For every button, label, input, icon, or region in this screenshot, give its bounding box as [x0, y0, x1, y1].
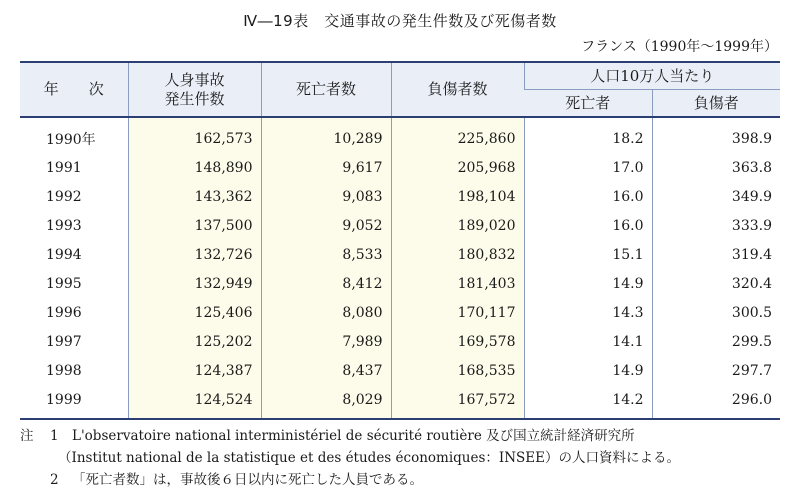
- death-rate-cell: 15.1: [524, 240, 652, 269]
- injured-cell: 205,968: [391, 153, 524, 182]
- accidents-cell: 125,202: [128, 327, 261, 356]
- injury-rate-cell: 299.5: [652, 327, 780, 356]
- death-rate-cell: 14.1: [524, 327, 652, 356]
- accidents-cell: 137,500: [128, 211, 261, 240]
- footnote-1: [20, 425, 790, 447]
- accidents-cell: 162,573: [128, 117, 261, 153]
- deaths-cell: 8,029: [261, 385, 391, 419]
- injury-rate-cell: 297.7: [652, 356, 780, 385]
- injured-cell: 198,104: [391, 182, 524, 211]
- injury-rate-cell: 398.9: [652, 117, 780, 153]
- year-cell: 1993: [20, 211, 128, 240]
- header-year: 年 次: [20, 62, 128, 117]
- deaths-cell: 8,080: [261, 298, 391, 327]
- injured-cell: 225,860: [391, 117, 524, 153]
- injury-rate-cell: 300.5: [652, 298, 780, 327]
- injured-cell: 167,572: [391, 385, 524, 419]
- deaths-cell: 9,083: [261, 182, 391, 211]
- table-row: [20, 385, 780, 419]
- header-per-100k: 人口10万人当たり: [524, 62, 780, 90]
- footnote-text: L'observatoire national interministériel de sécurité routière 及び国立統計経済研究所: [72, 428, 635, 444]
- header-row: [20, 62, 780, 90]
- header-per-100k-injured: 負傷者: [652, 90, 780, 118]
- header-accidents-line2: 発生件数: [164, 89, 225, 108]
- table-title: Ⅳ―19表 交通事故の発生件数及び死傷者数: [243, 12, 557, 30]
- table-row: [20, 327, 780, 356]
- header-accidents-line1: 人身事故: [164, 70, 225, 89]
- injury-rate-cell: 319.4: [652, 240, 780, 269]
- accidents-cell: 132,726: [128, 240, 261, 269]
- death-rate-cell: 14.3: [524, 298, 652, 327]
- year-cell: 1999: [20, 385, 128, 419]
- year-cell: 1994: [20, 240, 128, 269]
- injury-rate-cell: 349.9: [652, 182, 780, 211]
- accidents-cell: 125,406: [128, 298, 261, 327]
- table-row: [20, 153, 780, 182]
- header-injured: 負傷者数: [391, 62, 524, 117]
- death-rate-cell: 16.0: [524, 211, 652, 240]
- death-rate-cell: 14.9: [524, 269, 652, 298]
- year-cell: 1992: [20, 182, 128, 211]
- footnote-1-continued: [20, 447, 790, 469]
- footnote-text: （Institut national de la statistique et des études économiques：INSEE）の人口資料による。: [58, 450, 681, 466]
- death-rate-cell: 14.2: [524, 385, 652, 419]
- deaths-cell: 8,437: [261, 356, 391, 385]
- footnote-mark: 注: [20, 428, 34, 444]
- header-deaths: 死亡者数: [261, 62, 391, 117]
- deaths-cell: 9,617: [261, 153, 391, 182]
- injured-cell: 169,578: [391, 327, 524, 356]
- footnote-2: [20, 469, 790, 491]
- accidents-cell: 124,524: [128, 385, 261, 419]
- injured-cell: 168,535: [391, 356, 524, 385]
- death-rate-cell: 14.9: [524, 356, 652, 385]
- death-rate-cell: 17.0: [524, 153, 652, 182]
- accidents-cell: 124,387: [128, 356, 261, 385]
- injury-rate-cell: 296.0: [652, 385, 780, 419]
- table-row: [20, 211, 780, 240]
- injury-rate-cell: 320.4: [652, 269, 780, 298]
- deaths-cell: 8,412: [261, 269, 391, 298]
- accidents-cell: 143,362: [128, 182, 261, 211]
- injured-cell: 180,832: [391, 240, 524, 269]
- year-cell: 1995: [20, 269, 128, 298]
- death-rate-cell: 16.0: [524, 182, 652, 211]
- header-per-100k-deaths: 死亡者: [524, 90, 652, 118]
- table-row: [20, 269, 780, 298]
- injury-rate-cell: 333.9: [652, 211, 780, 240]
- injured-cell: 170,117: [391, 298, 524, 327]
- table-row: [20, 117, 780, 153]
- accidents-cell: 132,949: [128, 269, 261, 298]
- footnote-number: 1: [50, 428, 59, 444]
- injured-cell: 189,020: [391, 211, 524, 240]
- footnote-number: 2: [50, 472, 59, 488]
- statistics-table: [20, 61, 780, 420]
- deaths-cell: 8,533: [261, 240, 391, 269]
- year-cell: 1996: [20, 298, 128, 327]
- accidents-cell: 148,890: [128, 153, 261, 182]
- table-row: [20, 182, 780, 211]
- year-cell: 1990年: [20, 117, 128, 153]
- year-cell: 1991: [20, 153, 128, 182]
- table-row: [20, 240, 780, 269]
- injured-cell: 181,403: [391, 269, 524, 298]
- footnote-text: 「死亡者数」は，事故後６日以内に死亡した人員である。: [72, 472, 423, 488]
- deaths-cell: 7,989: [261, 327, 391, 356]
- deaths-cell: 10,289: [261, 117, 391, 153]
- table-row: [20, 356, 780, 385]
- table-subtitle: フランス（1990年～1999年）: [581, 39, 778, 55]
- footnotes: [20, 425, 790, 491]
- death-rate-cell: 18.2: [524, 117, 652, 153]
- year-cell: 1998: [20, 356, 128, 385]
- injury-rate-cell: 363.8: [652, 153, 780, 182]
- table-row: [20, 298, 780, 327]
- year-cell: 1997: [20, 327, 128, 356]
- header-accidents: [128, 62, 261, 117]
- deaths-cell: 9,052: [261, 211, 391, 240]
